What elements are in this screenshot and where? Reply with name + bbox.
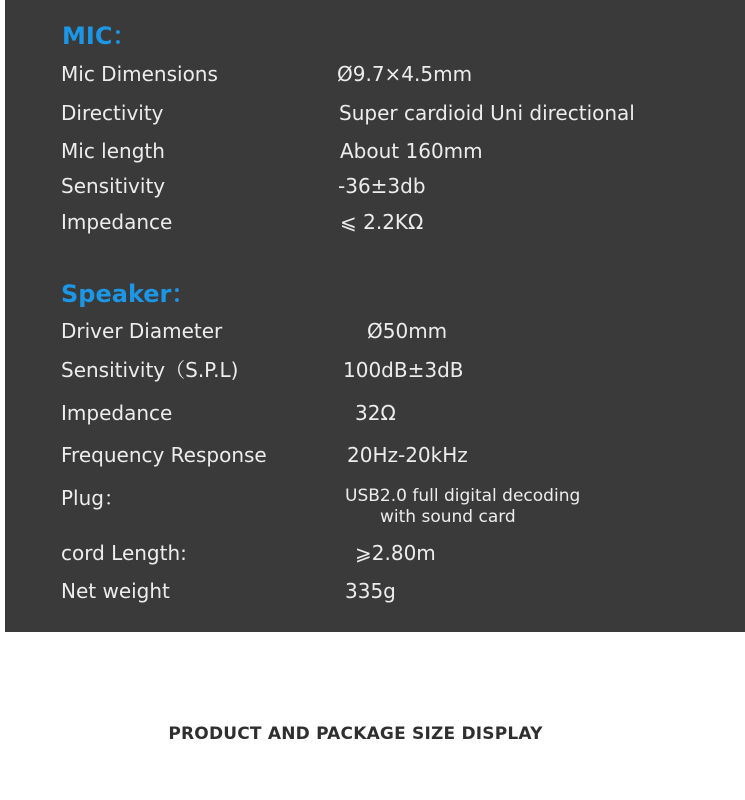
driver-diameter-label: Driver Diameter xyxy=(61,319,223,343)
plug-label: Plug： xyxy=(61,486,124,510)
spec-panel xyxy=(5,0,745,632)
section-title-text: PRODUCT AND PACKAGE SIZE DISPLAY xyxy=(168,724,543,744)
directivity-value: Super cardioid Uni directional xyxy=(339,101,635,125)
mic-length-value: About 160mm xyxy=(340,139,483,163)
frequency-response-label: Frequency Response xyxy=(61,443,267,467)
speaker-impedance-label: Impedance xyxy=(61,401,173,425)
plug-value-line2: with sound card xyxy=(380,507,516,527)
net-weight-value: 335g xyxy=(345,579,396,603)
speaker-sensitivity-label: Sensitivity（S.P.L) xyxy=(61,358,239,382)
cord-length-value: ⩾2.80m xyxy=(355,541,436,565)
section-title xyxy=(0,724,745,744)
speaker-heading: Speaker： xyxy=(61,280,196,308)
mic-dimensions-label: Mic Dimensions xyxy=(61,62,218,86)
frequency-response-value: 20Hz-20kHz xyxy=(347,443,468,467)
plug-value-line1: USB2.0 full digital decoding xyxy=(345,486,581,506)
mic-sensitivity-value: -36±3db xyxy=(338,174,426,198)
mic-impedance-value: ⩽ 2.2KΩ xyxy=(340,210,424,234)
mic-length-label: Mic length xyxy=(61,139,165,163)
directivity-label: Directivity xyxy=(61,101,164,125)
mic-sensitivity-label: Sensitivity xyxy=(61,174,166,198)
cord-length-label: cord Length: xyxy=(61,541,187,565)
speaker-impedance-value: 32Ω xyxy=(355,401,396,425)
speaker-sensitivity-value: 100dB±3dB xyxy=(343,358,464,382)
mic-dimensions-value: Ø9.7×4.5mm xyxy=(337,62,473,86)
mic-impedance-label: Impedance xyxy=(61,210,173,234)
driver-diameter-value: Ø50mm xyxy=(367,319,448,343)
mic-heading: MIC： xyxy=(62,22,137,50)
net-weight-label: Net weight xyxy=(61,579,170,603)
